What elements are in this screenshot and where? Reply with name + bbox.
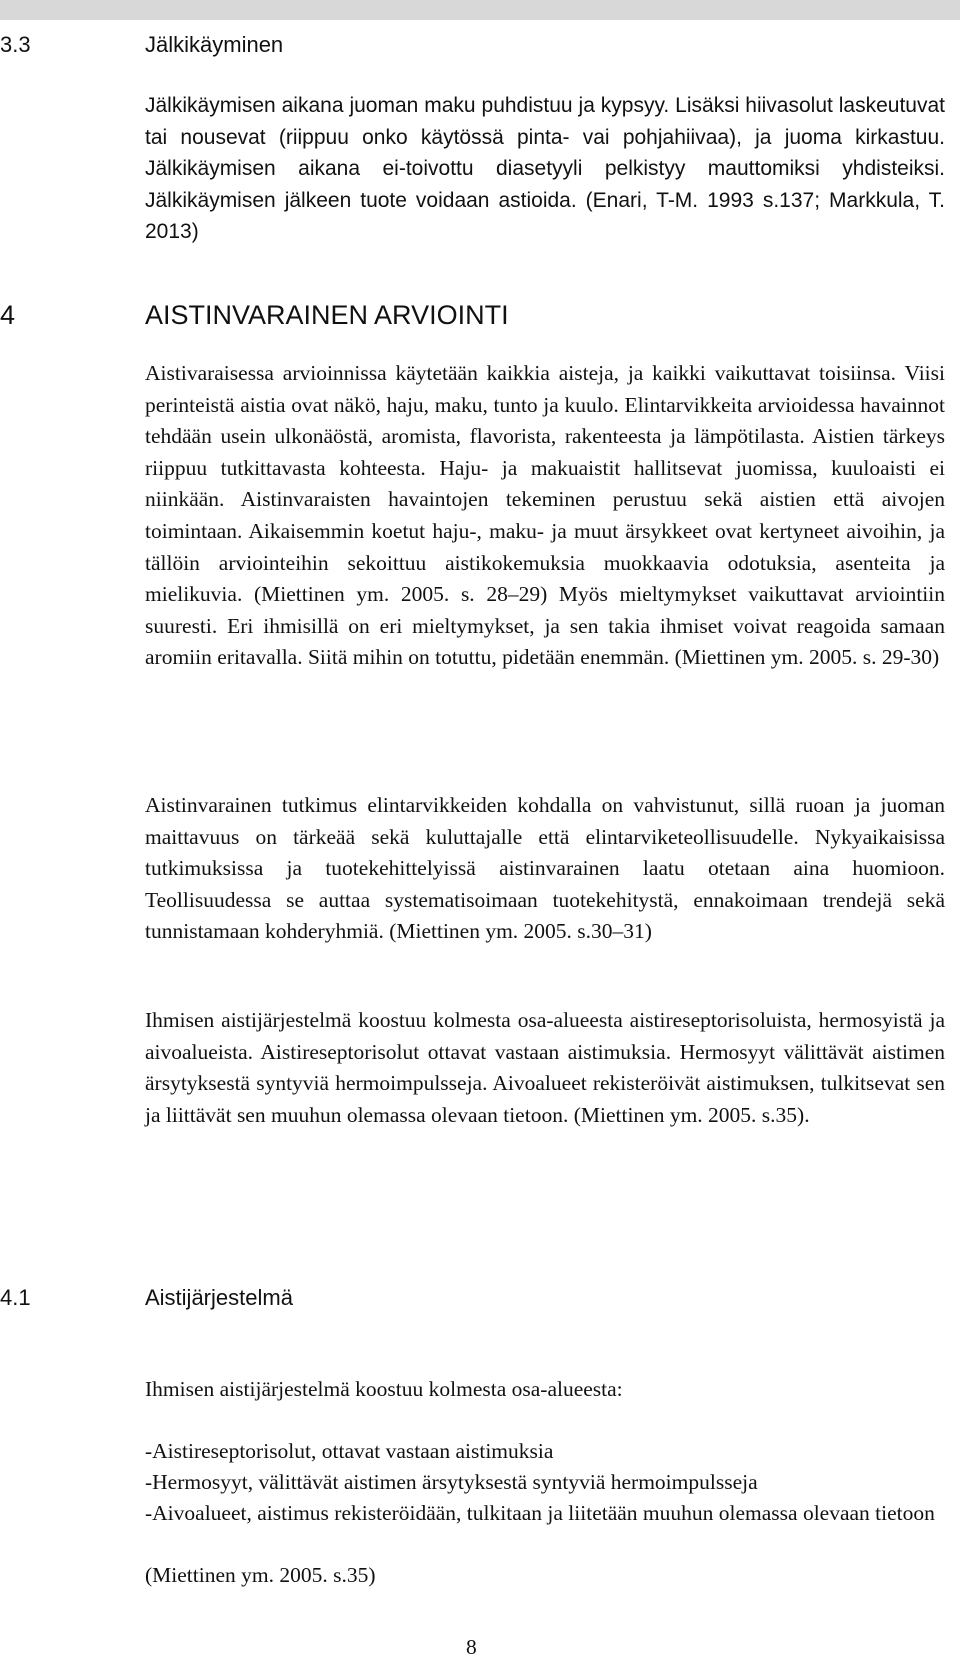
section-number: 4.1 — [0, 1285, 31, 1310]
paragraph-aistijarjestelma-list-intro: Ihmisen aistijärjestelmä koostuu kolmesta osa-alueesta: — [145, 1377, 623, 1401]
section-title: Jälkikäyminen — [145, 32, 284, 57]
page-number: 8 — [466, 1635, 477, 1659]
top-gray-bar — [0, 0, 960, 20]
list-item: -Aivoalueet, aistimus rekisteröidään, tulkitaan ja liitetään muuhun olemassa olevaan tietoon — [145, 1501, 935, 1525]
chapter-number: 4 — [0, 300, 16, 330]
list-item: -Aistireseptorisolut, ottavat vastaan aistimuksia — [145, 1439, 554, 1463]
section-number: 3.3 — [0, 32, 31, 57]
paragraph-aistinvarainen-tutkimus: Aistinvarainen tutkimus elintarvikkeiden kohdalla on vahvistunut, sillä ruoan ja juoman maittavuus on tärkeää sekä kuluttajalle että elintarviketeollisuudelle. Nykyaikaisissa tutkimuksissa ja tuotekehittelyissä aistinvarainen laatu otetaan aina huomioon. Teollisuudessa se auttaa systematisoimaan tuotekehitystä, ennakoimaan trendejä sekä tunnistamaan kohderyhmiä. (Miettinen ym. 2005. s.30–31) — [145, 793, 945, 944]
paragraph-aistivarainen-arviointi: Aistivaraisessa arvioinnissa käytetään kaikkia aisteja, ja kaikki vaikuttavat toisiinsa. Viisi perinteistä aistia ovat näkö, haju, maku, tunto ja kuulo. Elintarvikkeita arvioidessa havainnot tehdään usein ulkonäöstä, aromista, flavorista, rakenteesta ja lämpötilasta. Aistien tärkeys riippuu tutkittavasta kohteesta. Haju- ja makuaistit hallitsevat juomissa, kuuloaisti ei niinkään. Aistinvaraisten havaintojen tekeminen perustuu sekä aistien että aivojen toimintaan. Aikaisemmin koetut haju-, maku- ja muut ärsykkeet ovat kertyneet aivoihin, ja tällöin arviointeihin sekoittuu aistikokemuksia muokkaavia odotuksia, asenteita ja mielikuvia. (Miettinen ym. 2005. s. 28–29) Myös mieltymykset vaikuttavat arviointiin suuresti. Eri ihmisillä on eri mieltymykset, ja sen takia ihmiset voivat reagoida samaan aromiin eritavalla. Siitä mihin on totuttu, pidetään enemmän. (Miettinen ym. 2005. s. 29-30) — [145, 361, 945, 670]
citation: (Miettinen ym. 2005. s.35) — [145, 1563, 376, 1587]
paragraph-aistijarjestelma-intro: Ihmisen aistijärjestelmä koostuu kolmesta osa-alueesta aistireseptorisoluista, hermosyistä ja aivoalueista. Aistireseptorisolut ottavat vastaan aistimuksia. Hermosyyt välittävät aistimen ärsytyksestä syntyviä hermoimpulsseja. Aivoalueet rekisteröivät aistimuksen, tulkitsevat sen ja liittävät sen muuhun olemassa olevaan tietoon. (Miettinen ym. 2005. s.35). — [145, 1008, 945, 1127]
list-item: -Hermosyyt, välittävät aistimen ärsytyksestä syntyviä hermoimpulsseja — [145, 1470, 758, 1494]
paragraph-jalkikayminen: Jälkikäymisen aikana juoman maku puhdistuu ja kypsyy. Lisäksi hiivasolut laskeutuvat tai nousevat (riippuu onko käytössä pinta- vai pohjahiivaa), ja juoma kirkastuu. Jälkikäymisen aikana ei-toivottu diasetyyli pelkistyy mauttomiksi yhdisteiksi. Jälkikäymisen jälkeen tuote voidaan astioida. (Enari, T-M. 1993 s.137; Markkula, T. 2013) — [145, 94, 945, 244]
section-heading-4-1 — [0, 1285, 900, 1315]
chapter-title: AISTINVARAINEN ARVIOINTI — [145, 300, 509, 330]
section-heading-3-3 — [0, 32, 900, 62]
aistijarjestelma-list — [145, 1436, 945, 1529]
section-title: Aistijärjestelmä — [145, 1285, 293, 1310]
chapter-heading-4 — [0, 300, 900, 336]
